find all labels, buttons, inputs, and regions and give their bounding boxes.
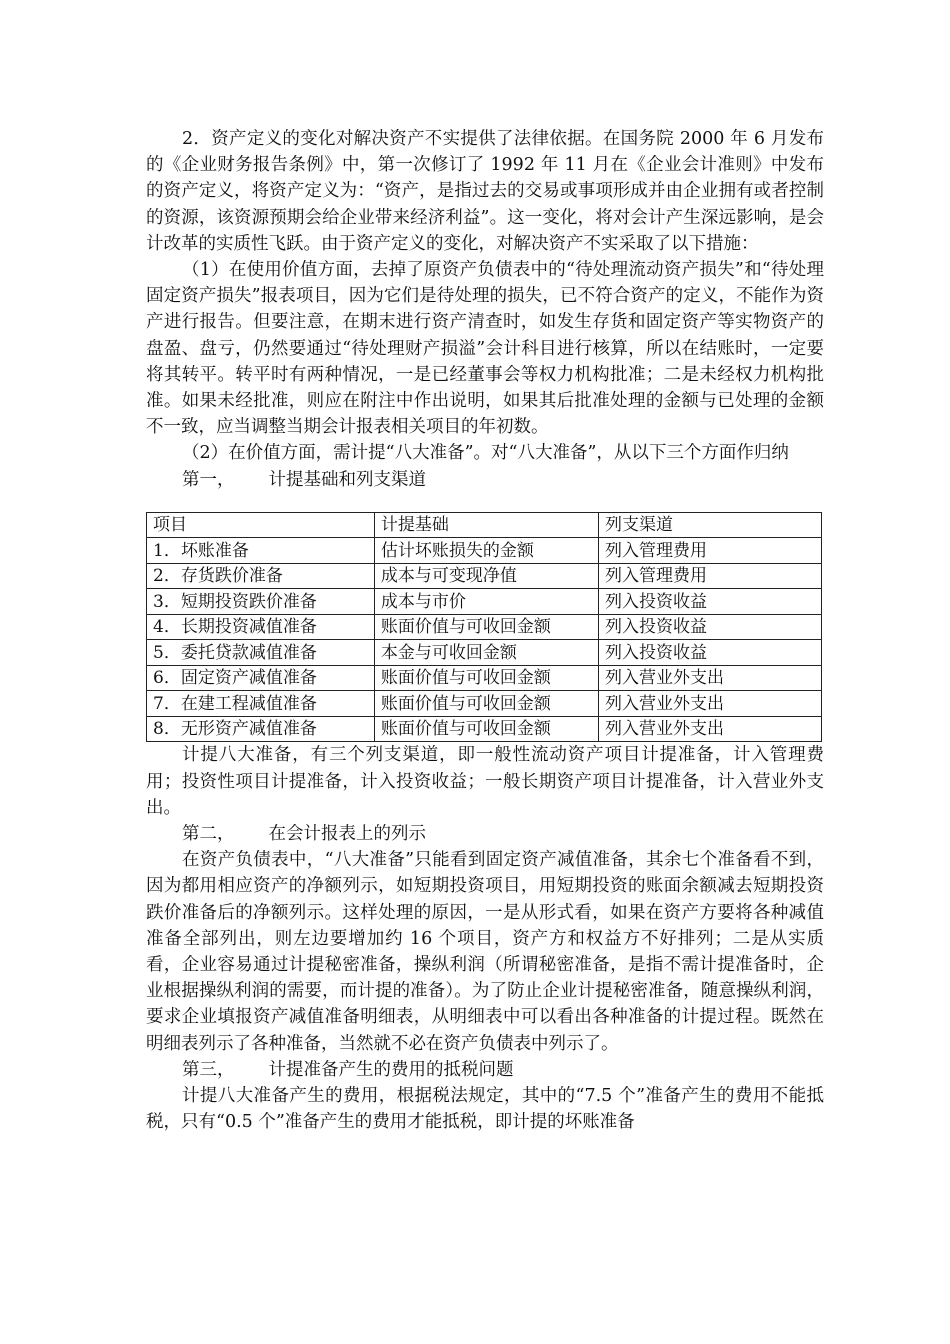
heading-text: 计提基础和列支渠道 bbox=[268, 469, 426, 490]
table-cell: 本金与可收回金额 bbox=[374, 640, 598, 666]
table-row bbox=[147, 589, 822, 615]
heading-label: 第三， bbox=[182, 1059, 235, 1080]
table-header-cell: 列支渠道 bbox=[598, 512, 821, 538]
reserves-table bbox=[146, 512, 822, 743]
section-heading-first bbox=[146, 467, 824, 493]
table-cell: 列入营业外支出 bbox=[598, 716, 821, 742]
section-heading-third bbox=[146, 1057, 824, 1083]
table-cell: 2．存货跌价准备 bbox=[147, 563, 375, 589]
table-cell: 3．短期投资跌价准备 bbox=[147, 589, 375, 615]
table-cell: 成本与可变现净值 bbox=[374, 563, 598, 589]
table-header-row bbox=[147, 512, 822, 538]
table-cell: 账面价值与可收回金额 bbox=[374, 614, 598, 640]
table-cell: 成本与市价 bbox=[374, 589, 598, 615]
heading-label: 第二， bbox=[182, 823, 235, 844]
table-header-cell: 计提基础 bbox=[374, 512, 598, 538]
table-cell: 5．委托贷款减值准备 bbox=[147, 640, 375, 666]
table-row bbox=[147, 716, 822, 742]
paragraph-three-channels: 计提八大准备，有三个列支渠道，即一般性流动资产项目计提准备，计入管理费用；投资性项目计提准备，计入投资收益；一般长期资产项目计提准备，计入营业外支出。 bbox=[146, 745, 824, 818]
heading-text: 在会计报表上的列示 bbox=[268, 823, 426, 844]
paragraph-tax-deduction: 计提八大准备产生的费用，根据税法规定，其中的“7.5 个”准备产生的费用不能抵税，只有“0.5 个”准备产生的费用才能抵税，即计提的坏账准备 bbox=[146, 1085, 824, 1133]
table-row bbox=[147, 538, 822, 564]
section-heading-second bbox=[146, 821, 824, 847]
table-cell: 估计坏账损失的金额 bbox=[374, 538, 598, 564]
table-cell: 8．无形资产减值准备 bbox=[147, 716, 375, 742]
table-header-cell: 项目 bbox=[147, 512, 375, 538]
table-cell: 列入投资收益 bbox=[598, 614, 821, 640]
table-cell: 列入投资收益 bbox=[598, 589, 821, 615]
paragraph-balance-sheet: 在资产负债表中，“八大准备”只能看到固定资产减值准备，其余七个准备看不到，因为都用相应资产的净额列示，如短期投资项目，用短期投资的账面余额减去短期投资跌价准备后的净额列示。这样处理的原因，一是从形式看，如果在资产方要将各种减值准备全部列出，则左边要增加约 16 个项目，资产方和权益方不好排列；二是从实质看，企业容易通过计提秘密准备，操纵利润（所谓秘密准备，是指不需计提准备时，企业根据操纵利润的需要，而计提的准备）。为了防止企业计提秘密准备，随意操纵利润，要求企业填报资产减值准备明细表，从明细表中可以看出各种准备的计提过程。既然在明细表列示了各种准备，当然就不必在资产负债表中列示了。 bbox=[146, 850, 824, 1054]
table-cell: 列入管理费用 bbox=[598, 563, 821, 589]
table-cell: 账面价值与可收回金额 bbox=[374, 665, 598, 691]
table-row bbox=[147, 640, 822, 666]
table-cell: 账面价值与可收回金额 bbox=[374, 716, 598, 742]
table-row bbox=[147, 563, 822, 589]
paragraph-value-aspect: （2）在价值方面，需计提“八大准备”。对“八大准备”，从以下三个方面作归纳 bbox=[182, 443, 789, 464]
paragraph-asset-definition: 2．资产定义的变化对解决资产不实提供了法律依据。在国务院 2000 年 6 月发布的《企业财务报告条例》中，第一次修订了 1992 年 11 月在《企业会计准则》中发布的资产定义，将资产定义为：“资产，是指过去的交易或事项形成并由企业拥有或者控制的资源，该资源预期会给企业带来经济利益”。这一变化，将对会计产生深远影响，是会计改革的实质性飞跃。由于资产定义的变化，对解决资产不实采取了以下措施： bbox=[146, 129, 824, 254]
table-cell: 列入管理费用 bbox=[598, 538, 821, 564]
paragraph-use-value: （1）在使用价值方面，去掉了原资产负债表中的“待处理流动资产损失”和“待处理固定资产损失”报表项目，因为它们是待处理的损失，已不符合资产的定义，不能作为资产进行报告。但要注意，在期末进行资产清查时，如发生存货和固定资产等实物资产的盘盈、盘亏，仍然要通过“待处理财产损溢”会计科目进行核算，所以在结账时，一定要将其转平。转平时有两种情况，一是已经董事会等权力机构批准；二是未经权力机构批准。如果未经批准，则应在附注中作出说明，如果其后批准处理的金额与已处理的金额不一致，应当调整当期会计报表相关项目的年初数。 bbox=[146, 260, 824, 438]
table-row bbox=[147, 614, 822, 640]
table-row bbox=[147, 665, 822, 691]
table-cell: 账面价值与可收回金额 bbox=[374, 691, 598, 717]
table-cell: 7．在建工程减值准备 bbox=[147, 691, 375, 717]
table-cell: 1．坏账准备 bbox=[147, 538, 375, 564]
table-cell: 列入营业外支出 bbox=[598, 691, 821, 717]
table-cell: 列入营业外支出 bbox=[598, 665, 821, 691]
document-page bbox=[146, 126, 824, 1135]
table-cell: 6．固定资产减值准备 bbox=[147, 665, 375, 691]
heading-text: 计提准备产生的费用的抵税问题 bbox=[268, 1059, 514, 1080]
table-cell: 4．长期投资减值准备 bbox=[147, 614, 375, 640]
table-row bbox=[147, 691, 822, 717]
heading-label: 第一， bbox=[182, 469, 235, 490]
table-cell: 列入投资收益 bbox=[598, 640, 821, 666]
